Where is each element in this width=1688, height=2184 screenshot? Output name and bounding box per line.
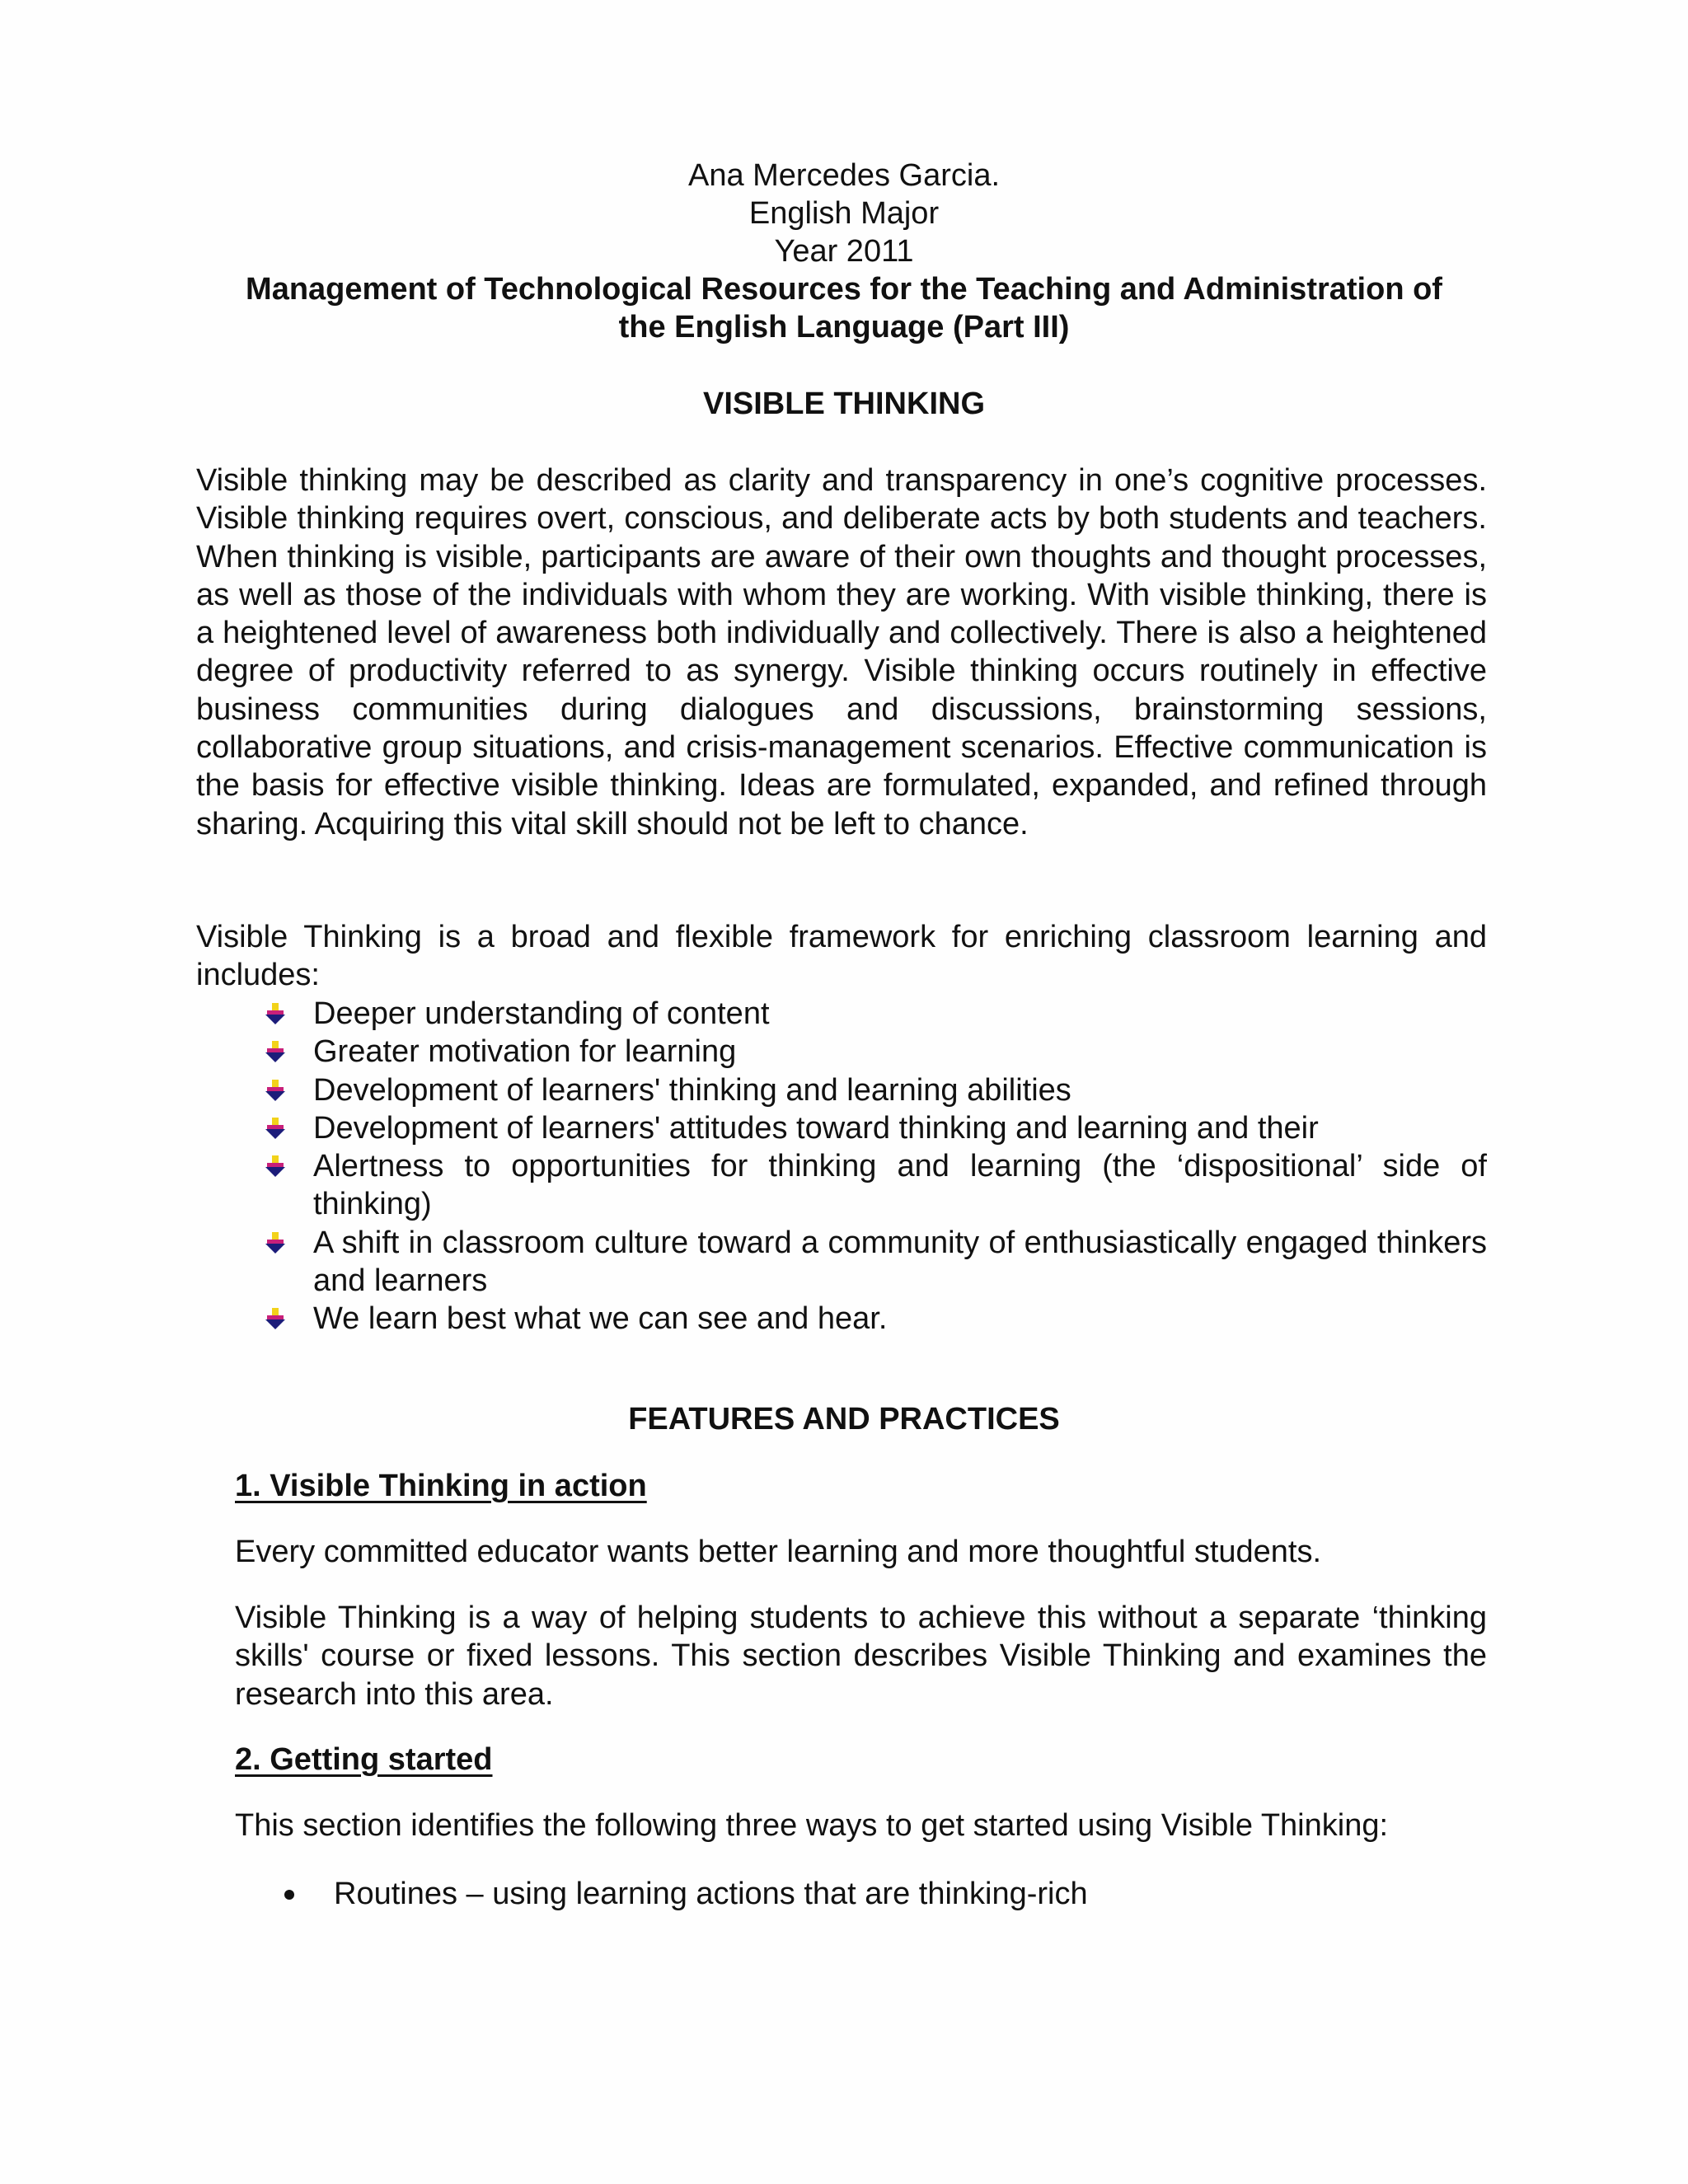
intro-paragraph: Visible thinking may be described as clarity and transparency in one’s cognitive processes. Visible thinking requires overt, conscious, and deliberate acts by both students and teachers. When thinking is visible, participants are aware of their own thoughts and thought processes, as well as those of the individuals with whom they are working. With visible thinking, there is a heightened level of awareness both individually and collectively. There is also a heightened degree of productivity referred to as synergy. Visible thinking occurs routinely in effective business communities during dialogues and discussions, brainstorming sessions, collaborative group situations, and crisis-management scenarios. Effective communication is the basis for effective visible thinking. Ideas are formulated, expanded, and refined through sharing. Acquiring this vital skill should not be left to chance. — [196, 463, 1487, 841]
framework-paragraph: Visible Thinking is a broad and flexible framework for enriching classroom learning and includes: — [196, 920, 1487, 993]
bullet-text: Deeper understanding of content — [313, 996, 770, 1031]
bullet-text: Alertness to opportunities for thinking and learning (the ‘dispositional’ side of thinking) — [313, 1149, 1487, 1222]
subheading-getting-started: 2. Getting started — [235, 1742, 493, 1777]
document-title-line1: Management of Technological Resources for the Teaching and Administration of — [246, 272, 1442, 307]
year: Year 2011 — [774, 234, 914, 269]
getting-started-paragraph: This section identifies the following three ways to get started using Visible Thinking: — [235, 1808, 1389, 1843]
major: English Major — [748, 196, 940, 231]
subheading-visible-thinking-in-action: 1. Visible Thinking in action — [235, 1469, 647, 1503]
list-item — [264, 995, 1487, 1033]
arrow-bullet-icon — [264, 1231, 287, 1254]
arrow-bullet-icon — [264, 1155, 287, 1178]
arrow-bullet-icon — [264, 1040, 287, 1063]
arrow-bullet-icon — [264, 1079, 287, 1102]
list-item — [264, 1300, 1487, 1338]
action-paragraph-2: Visible Thinking is a way of helping students to achieve this without a separate ‘thinking skills' course or fixed lessons. This section describes Visible Thinking and examines the research into this area. — [235, 1601, 1487, 1712]
bullet-text: Greater motivation for learning — [313, 1034, 737, 1070]
list-item — [264, 1033, 1487, 1071]
arrow-bullet-icon — [264, 1307, 287, 1330]
action-paragraph-1: Every committed educator wants better learning and more thoughtful students. — [235, 1535, 1322, 1569]
getting-started-list — [284, 1875, 1487, 1913]
author-name: Ana Mercedes Garcia. — [687, 158, 1001, 193]
list-item — [284, 1875, 1487, 1913]
document-title-line2: the English Language (Part III) — [618, 310, 1070, 344]
document-header — [0, 157, 1688, 346]
arrow-bullet-icon — [264, 1002, 287, 1025]
list-item — [264, 1071, 1487, 1109]
bullet-text: Routines – using learning actions that are thinking-rich — [334, 1877, 1088, 1911]
bullet-text: Development of learners' thinking and learning abilities — [313, 1072, 1071, 1108]
section-heading-features: FEATURES AND PRACTICES — [628, 1402, 1060, 1436]
bullet-text: Development of learners' attitudes toward thinking and learning and their — [313, 1110, 1319, 1146]
bullet-dot-icon — [284, 1890, 294, 1900]
list-item — [264, 1147, 1487, 1224]
list-item — [264, 1224, 1487, 1301]
section-heading-visible-thinking: VISIBLE THINKING — [702, 387, 986, 421]
framework-bullet-list — [264, 995, 1487, 1338]
arrow-bullet-icon — [264, 1117, 287, 1140]
bullet-text: We learn best what we can see and hear. — [313, 1301, 888, 1337]
list-item — [264, 1109, 1487, 1147]
bullet-text: A shift in classroom culture toward a community of enthusiastically engaged thinkers and learners — [313, 1225, 1487, 1299]
